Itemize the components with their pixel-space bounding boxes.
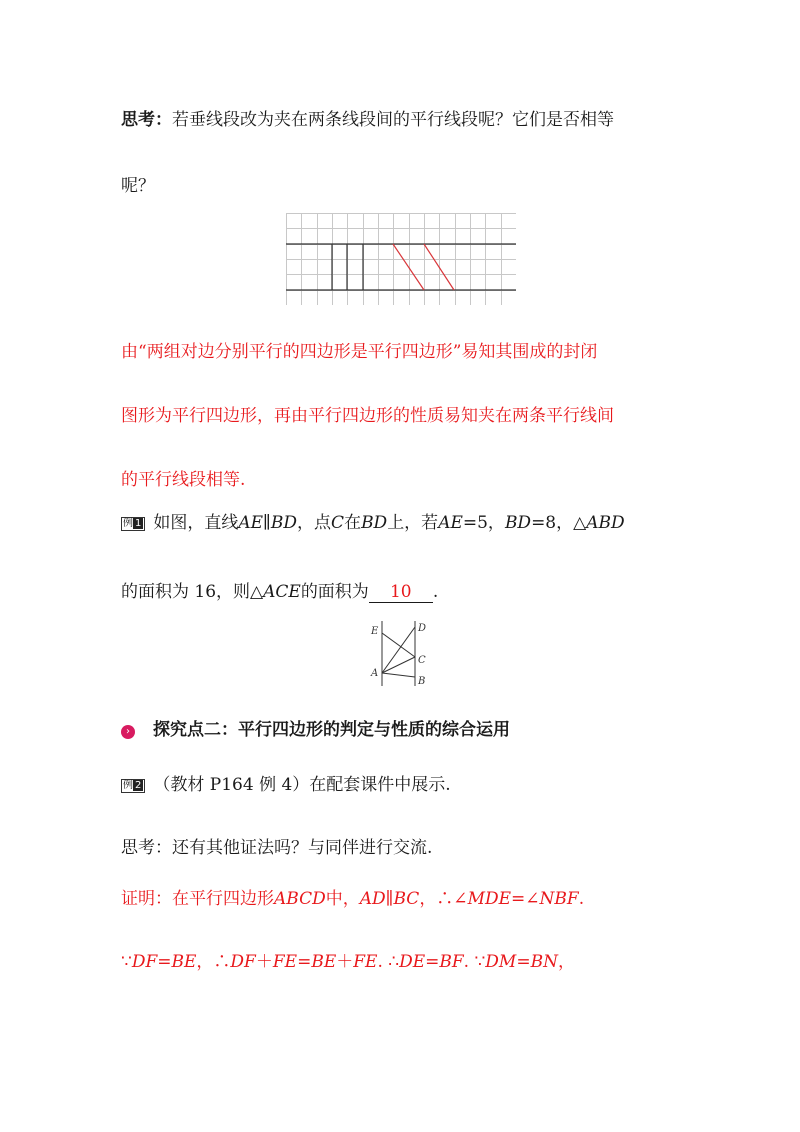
ex1-math: C xyxy=(331,513,345,533)
example2-line xyxy=(121,773,451,797)
ex1-math: ABD xyxy=(586,513,625,533)
proof-text: ＋ xyxy=(255,952,273,972)
proof-math: BN xyxy=(530,952,558,972)
think-question-line1 xyxy=(121,108,614,132)
answer-blank: 10 xyxy=(369,582,433,603)
label-E: E xyxy=(371,626,379,637)
proof-math: FE xyxy=(272,952,298,972)
proof-math: DF xyxy=(131,952,158,972)
segment-AC xyxy=(382,657,415,673)
ex1-math: ACE xyxy=(263,582,301,602)
think-label: 思考： xyxy=(121,110,172,130)
ex1-text: 的面积为 xyxy=(300,582,369,602)
proof-math: DE xyxy=(399,952,426,972)
parallel-segments-grid-figure xyxy=(286,213,516,305)
think-question-text-cont: 呢？ xyxy=(121,176,155,196)
label-A: A xyxy=(371,668,379,679)
proof-text: . ∴ xyxy=(377,952,400,972)
ex1-text: =8，△ xyxy=(531,513,587,533)
answer1-line1: 由“两组对边分别平行的四边形是平行四边形”易知其围成的封闭 xyxy=(121,342,598,362)
triangle-figure xyxy=(368,618,436,690)
proof-math: = xyxy=(297,952,312,972)
proof-math: BE xyxy=(171,952,197,972)
label-C: C xyxy=(418,655,426,666)
proof-math: BE xyxy=(311,952,337,972)
ex1-math: AE xyxy=(438,513,463,533)
proof-math: BF xyxy=(439,952,464,972)
proof-math: = xyxy=(516,952,531,972)
ex1-text: =5， xyxy=(462,513,505,533)
proof-math: ABCD xyxy=(274,889,326,909)
proof-text: ， xyxy=(557,952,575,972)
proof-text: 证明：在平行四边形 xyxy=(121,889,274,909)
proof-math: MDE xyxy=(467,889,512,909)
ex1-math: AE∥BD xyxy=(238,513,298,533)
proof-text: . xyxy=(578,889,585,909)
proof-text: ∵ xyxy=(121,952,132,972)
think2-line: 思考：还有其他证法吗？与同伴进行交流. xyxy=(121,838,433,858)
section2-title: 探究点二：平行四边形的判定与性质的综合运用 xyxy=(153,720,510,740)
segment-AB xyxy=(382,673,415,677)
proof-text: 中， xyxy=(325,889,360,909)
proof-text: ＋ xyxy=(336,952,354,972)
proof-text: . ∵ xyxy=(463,952,486,972)
example1-line1 xyxy=(121,511,625,535)
proof-math: NBF xyxy=(539,889,579,909)
example2-tag-text: 例 xyxy=(123,780,133,791)
ex1-math: BD xyxy=(361,513,388,533)
ex1-text: 在 xyxy=(344,513,362,533)
proof-line1 xyxy=(121,887,584,911)
answer1-line3: 的平行线段相等. xyxy=(121,470,246,490)
example1-tag-num: 1 xyxy=(135,518,142,529)
example2-text: （教材 P164 例 4）在配套课件中展示. xyxy=(153,775,451,795)
proof-math: FE xyxy=(353,952,378,972)
proof-math: AD∥BC xyxy=(359,889,420,909)
oblique-segment-1 xyxy=(393,244,424,290)
proof-text: ，∴∠ xyxy=(419,889,468,909)
label-D: D xyxy=(418,623,427,634)
example2-tag xyxy=(121,779,145,793)
think-question-line2 xyxy=(121,174,155,198)
example1-tag-text: 例 xyxy=(123,518,133,529)
segment-EC xyxy=(382,633,415,657)
example1-tag xyxy=(121,517,145,531)
ex1-text: 上，若 xyxy=(387,513,439,533)
proof-math: = xyxy=(425,952,440,972)
proof-math: = xyxy=(157,952,172,972)
think-question-text: 若垂线段改为夹在两条线段间的平行线段呢？它们是否相等 xyxy=(172,110,614,130)
proof-line2 xyxy=(121,950,575,974)
segment-AD xyxy=(382,627,415,673)
answer1-line2: 图形为平行四边形，再由平行四边形的性质易知夹在两条平行线间 xyxy=(121,406,614,426)
ex1-text: 如图，直线 xyxy=(153,513,239,533)
proof-text: ，∴ xyxy=(196,952,231,972)
ex1-text: ，点 xyxy=(297,513,332,533)
proof-math: DM xyxy=(485,952,517,972)
ex1-text: 的面积为 16，则△ xyxy=(121,582,264,602)
example1-line2 xyxy=(121,580,438,604)
chevron-right-icon: › xyxy=(121,725,135,739)
ex1-math: BD xyxy=(504,513,532,533)
proof-text: =∠ xyxy=(511,889,540,909)
example2-tag-num: 2 xyxy=(135,780,142,791)
label-B: B xyxy=(418,676,426,687)
ex1-text: . xyxy=(432,582,439,602)
proof-math: DF xyxy=(230,952,256,972)
section2-heading xyxy=(121,718,510,742)
